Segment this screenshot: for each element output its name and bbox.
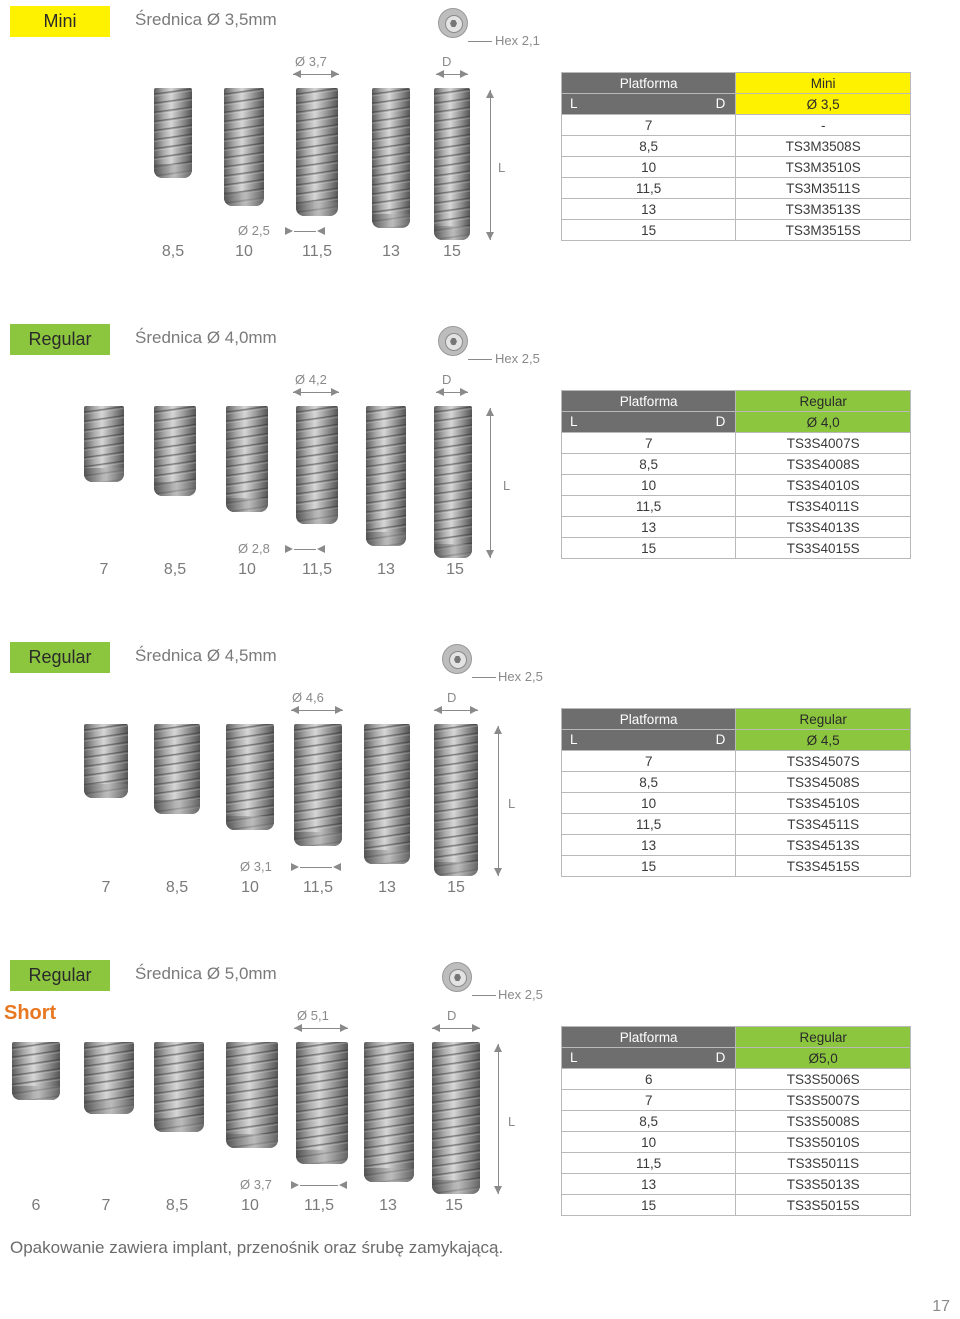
table-row [562,538,911,559]
d-label: D [442,372,452,387]
platforma-header: Platforma [562,73,736,94]
length-cell: 7 [562,751,736,772]
length-cell: 10 [562,793,736,814]
implant-image [296,1042,348,1164]
table-row [562,856,911,877]
diameter-bottom-arrow [300,867,332,868]
code-cell: TS3S4011S [736,496,911,517]
diameter-cell: Ø 3,5 [736,94,911,115]
section-mini [0,4,960,304]
table-row [562,1111,911,1132]
table-ld-row [562,730,911,751]
diameter-cell: Ø5,0 [736,1048,911,1069]
hex-connection-icon [438,8,468,38]
section-regular-5-0 [0,958,960,1258]
length-label: 8,5 [163,561,187,578]
implant-image [434,88,470,240]
d-label: D [447,690,457,705]
diameter-bottom-arrow [300,1185,338,1186]
hex-connection-icon [442,962,472,992]
length-label: 13 [382,243,400,260]
platform-tag: Regular [10,642,110,673]
diameter-top-label: Ø 3,7 [295,54,327,69]
code-cell: TS3S4515S [736,856,911,877]
table-ld-row [562,412,911,433]
code-cell: TS3M3511S [736,178,911,199]
length-label: 15 [445,1197,463,1214]
d-arrow [436,392,468,393]
implant-image [294,724,342,846]
diameter-heading: Średnica Ø 4,5mm [135,646,277,665]
length-cell: 15 [562,538,736,559]
table-row [562,178,911,199]
table-row [562,1174,911,1195]
length-cell: 10 [562,157,736,178]
length-dimension-line [490,90,491,240]
length-label: 8,5 [161,243,185,260]
l-label: L [503,478,511,493]
length-dimension-line [498,726,499,876]
length-label: 8,5 [165,879,189,896]
implant-image [84,724,128,798]
diameter-heading: Średnica Ø 4,0mm [135,328,277,347]
length-cell: 13 [562,835,736,856]
d-label: D [442,54,452,69]
length-label: 6 [31,1197,41,1214]
implant-image [154,724,200,814]
diameter-top-label: Ø 4,6 [292,690,324,705]
table-row [562,220,911,241]
implant-image [432,1042,480,1194]
length-cell: 13 [562,199,736,220]
table-row [562,199,911,220]
code-cell: TS3S4010S [736,475,911,496]
table-row [562,835,911,856]
implant-image [154,1042,204,1132]
implant-image [226,1042,278,1148]
length-label: 11,5 [302,561,332,578]
code-cell: TS3S5007S [736,1090,911,1111]
implant-image [154,406,196,496]
diameter-bottom-arrow [294,231,316,232]
table-header-row [562,1027,911,1048]
length-label: 15 [447,879,465,896]
hex-leader-line [472,677,496,678]
length-cell: 15 [562,856,736,877]
platform-tag: Regular [10,324,110,355]
code-cell: TS3S4007S [736,433,911,454]
code-cell: TS3M3510S [736,157,911,178]
table-row [562,1195,911,1216]
d-label: D [447,1008,457,1023]
length-label: 8,5 [165,1197,189,1214]
diameter-heading: Średnica Ø 5,0mm [135,964,277,983]
section-regular-4-5 [0,640,960,940]
length-cell: 11,5 [562,1153,736,1174]
length-cell: 10 [562,1132,736,1153]
length-cell: 10 [562,475,736,496]
table-header-row [562,709,911,730]
diameter-bottom-label: Ø 2,5 [238,223,270,238]
table-row [562,1132,911,1153]
table-row [562,496,911,517]
hex-leader-line [468,41,492,42]
hex-label: Hex 2,1 [495,33,540,48]
package-contents-note: Opakowanie zawiera implant, przenośnik oraz śrubę zamykającą. [10,1238,504,1257]
length-cell: 11,5 [562,496,736,517]
table-row [562,157,911,178]
l-label: L [498,160,506,175]
table-row [562,1090,911,1111]
platforma-header: Platforma [562,391,736,412]
length-label: 15 [443,243,461,260]
table-row [562,454,911,475]
implant-image [154,88,192,178]
page-number: 17 [932,1298,950,1315]
implant-image [434,724,478,876]
code-cell: TS3S5008S [736,1111,911,1132]
diameter-bottom-label: Ø 3,1 [240,859,272,874]
length-cell: 11,5 [562,178,736,199]
length-label: 11,5 [304,1197,334,1214]
hex-connection-icon [438,326,468,356]
table-row [562,814,911,835]
diameter-heading: Średnica Ø 3,5mm [135,10,277,29]
table-row [562,751,911,772]
code-cell: TS3S4008S [736,454,911,475]
implant-image [224,88,264,206]
code-cell: TS3S4510S [736,793,911,814]
length-label: 10 [241,1197,259,1214]
implant-image [434,406,472,558]
length-cell: 13 [562,1174,736,1195]
hex-connection-icon [442,644,472,674]
length-label: 10 [235,243,253,260]
platform-tag: Mini [10,6,110,37]
diameter-top-label: Ø 5,1 [297,1008,329,1023]
diameter-top-arrow [293,392,339,393]
table-header-row [562,391,911,412]
diameter-top-arrow [293,74,339,75]
length-cell: 15 [562,1195,736,1216]
code-cell: TS3M3513S [736,199,911,220]
length-cell: 8,5 [562,772,736,793]
length-label: 10 [238,561,256,578]
length-label: 13 [378,879,396,896]
length-label: 10 [241,879,259,896]
table-row [562,1153,911,1174]
table-row [562,793,911,814]
code-cell: TS3S5013S [736,1174,911,1195]
platform-value-cell: Regular [736,391,911,412]
platform-value-cell: Mini [736,73,911,94]
platforma-header: Platforma [562,709,736,730]
code-cell: TS3S5015S [736,1195,911,1216]
table-row [562,517,911,538]
code-cell: TS3M3515S [736,220,911,241]
length-cell: 7 [562,1090,736,1111]
length-label: 13 [377,561,395,578]
product-code-table [561,1026,911,1216]
length-cell: 8,5 [562,1111,736,1132]
table-row [562,475,911,496]
implant-image [84,1042,134,1114]
hex-label: Hex 2,5 [498,669,543,684]
length-dimension-line [498,1044,499,1194]
implant-image [366,406,406,546]
implant-image [296,406,338,524]
table-row [562,1069,911,1090]
implant-image [12,1042,60,1100]
diameter-bottom-label: Ø 3,7 [240,1177,272,1192]
table-row [562,772,911,793]
hex-leader-line [472,995,496,996]
length-cell: 15 [562,220,736,241]
product-code-table [561,72,911,241]
code-cell: TS3S4513S [736,835,911,856]
implant-image [296,88,338,216]
d-arrow [432,1028,480,1029]
code-cell: TS3S5010S [736,1132,911,1153]
length-label: 11,5 [302,243,332,260]
diameter-cell: Ø 4,5 [736,730,911,751]
length-cell: 6 [562,1069,736,1090]
length-cell: 7 [562,433,736,454]
diameter-top-arrow [291,710,343,711]
code-cell: TS3S5011S [736,1153,911,1174]
section-regular-4-0 [0,322,960,622]
l-d-header: L D [562,730,736,751]
l-label: L [508,796,516,811]
l-d-header: L D [562,94,736,115]
length-cell: 11,5 [562,814,736,835]
l-label: L [508,1114,516,1129]
length-label: 11,5 [303,879,333,896]
diameter-top-label: Ø 4,2 [295,372,327,387]
platform-value-cell: Regular [736,709,911,730]
length-cell: 8,5 [562,454,736,475]
hex-label: Hex 2,5 [498,987,543,1002]
code-cell: TS3S4507S [736,751,911,772]
length-label: 7 [101,879,111,896]
hex-label: Hex 2,5 [495,351,540,366]
length-cell: 8,5 [562,136,736,157]
platform-value-cell: Regular [736,1027,911,1048]
d-arrow [436,74,468,75]
platforma-header: Platforma [562,1027,736,1048]
implant-image [364,1042,414,1182]
length-cell: 13 [562,517,736,538]
diameter-cell: Ø 4,0 [736,412,911,433]
diameter-top-arrow [294,1028,348,1029]
implant-image [226,406,268,512]
l-d-header: L D [562,412,736,433]
code-cell: TS3S4508S [736,772,911,793]
table-row [562,115,911,136]
code-cell: TS3S4013S [736,517,911,538]
diameter-bottom-label: Ø 2,8 [238,541,270,556]
implant-image [372,88,410,228]
d-arrow [434,710,478,711]
length-label: 13 [379,1197,397,1214]
l-d-header: L D [562,1048,736,1069]
platform-tag: Regular [10,960,110,991]
short-label: Short [4,1002,57,1024]
implant-image [84,406,124,482]
table-ld-row [562,1048,911,1069]
hex-leader-line [468,359,492,360]
length-label: 7 [99,561,109,578]
implant-image [226,724,274,830]
length-dimension-line [490,408,491,558]
code-cell: TS3S4015S [736,538,911,559]
length-cell: 7 [562,115,736,136]
table-header-row [562,73,911,94]
product-code-table [561,708,911,877]
length-label: 7 [101,1197,111,1214]
table-row [562,136,911,157]
length-label: 15 [446,561,464,578]
code-cell: - [736,115,911,136]
code-cell: TS3M3508S [736,136,911,157]
table-ld-row [562,94,911,115]
implant-image [364,724,410,864]
table-row [562,433,911,454]
diameter-bottom-arrow [294,549,316,550]
code-cell: TS3S5006S [736,1069,911,1090]
code-cell: TS3S4511S [736,814,911,835]
product-code-table [561,390,911,559]
